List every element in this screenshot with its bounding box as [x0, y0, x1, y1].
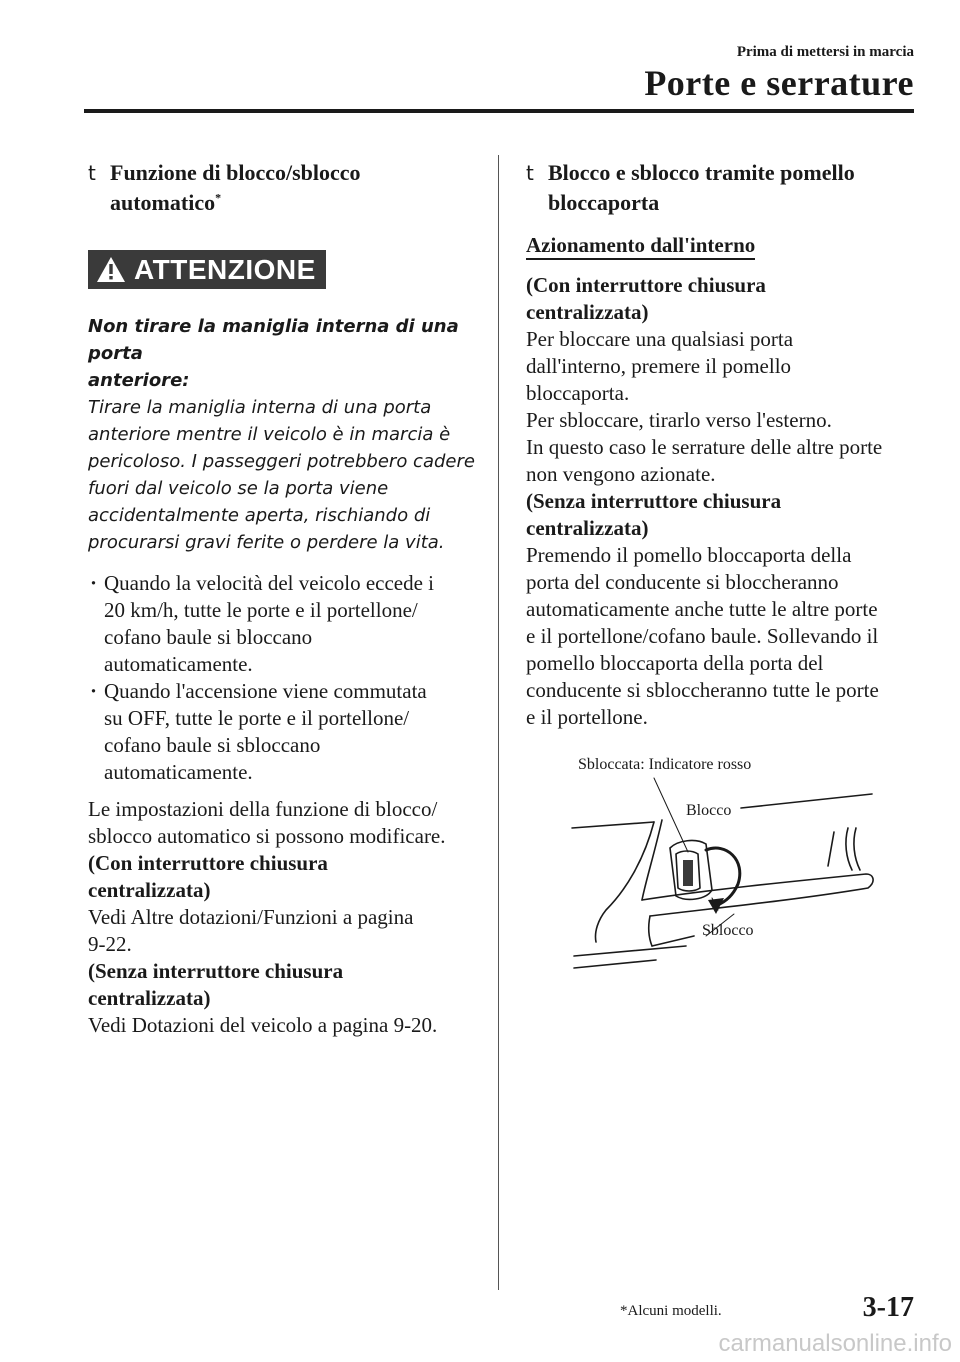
chapter-title: Prima di mettersi in marcia	[736, 44, 914, 60]
warning-banner	[88, 250, 326, 289]
unlock-callout: Sblocco	[702, 922, 754, 939]
left-column	[88, 158, 480, 1039]
list-item: · Quando l'accensione viene commutata su OFF, tutte le porte e il portellone/ cofano baule si sbloccano automaticamente.	[88, 678, 480, 786]
bullet-list	[88, 570, 480, 786]
subheading-without-switch: (Senza interruttore chiusura centralizzata)	[526, 489, 782, 540]
body-text: Per bloccare una qualsiasi porta dall'interno, premere il pomello bloccaporta. Per sbloccare, tirarlo verso l'esterno. In questo caso le serrature delle altre porte non vengono azionate.	[526, 327, 883, 486]
section-title: Porte e serrature	[644, 63, 914, 103]
heading-marker: t	[526, 161, 534, 185]
lock-callout: Blocco	[686, 802, 732, 819]
settings-paragraph: Le impostazioni della funzione di blocco/ sblocco automatico si possono modificare.	[88, 797, 446, 848]
heading-marker: t	[88, 161, 96, 185]
inside-operation-subheading: Azionamento dall'interno	[526, 232, 755, 260]
footnote: *Alcuni modelli.	[620, 1303, 722, 1319]
list-item: · Quando la velocità del veicolo eccede i 20 km/h, tutte le porte e il portellone/ cofano baule si bloccano automaticamente.	[88, 570, 480, 678]
body-text: Premendo il pomello bloccaporta della porta del conducente si bloccheranno automaticamente anche tutte le altre porte e il portellone/cofano baule. Sollevando il pomello bloccaporta della porta del conducente si sbloccheranno tutte le porte e il portellone.	[526, 543, 879, 729]
warning-triangle-icon	[96, 256, 126, 283]
left-section-heading: t Funzione di blocco/sblocco automatico*	[88, 160, 361, 215]
warning-label: ATTENZIONE	[134, 254, 316, 285]
subheading-with-switch: (Con interruttore chiusura centralizzata)	[526, 273, 766, 324]
door-lock-drawing	[566, 750, 878, 975]
header-rule	[84, 109, 914, 113]
page-number: 3-17	[862, 1292, 914, 1323]
watermark: carmanualsonline.info	[718, 1330, 952, 1357]
warning-text: Non tirare la maniglia interna di una porta anteriore: Tirare la maniglia interna di una porta anteriore mentre il veicolo è in marcia è pericoloso. I passeggeri potrebbero cadere fuori dal veicolo se la porta viene accidentalmente aperta, rischiando di procurarsi gravi ferite o perdere la vita.	[88, 316, 475, 553]
door-lock-knob-illustration	[566, 750, 878, 975]
subheading-without-switch: (Senza interruttore chiusura centralizzata)	[88, 959, 344, 1010]
indicator-callout: Sbloccata: Indicatore rosso	[578, 756, 752, 773]
subheading-with-switch: (Con interruttore chiusura centralizzata)	[88, 851, 328, 902]
column-divider	[498, 155, 499, 1290]
right-column	[526, 158, 918, 731]
reference-text: Vedi Altre dotazioni/Funzioni a pagina 9-22.	[88, 905, 414, 956]
reference-text: Vedi Dotazioni del veicolo a pagina 9-20.	[88, 1013, 438, 1037]
right-section-heading: t Blocco e sblocco tramite pomello bloccaporta	[526, 160, 855, 215]
